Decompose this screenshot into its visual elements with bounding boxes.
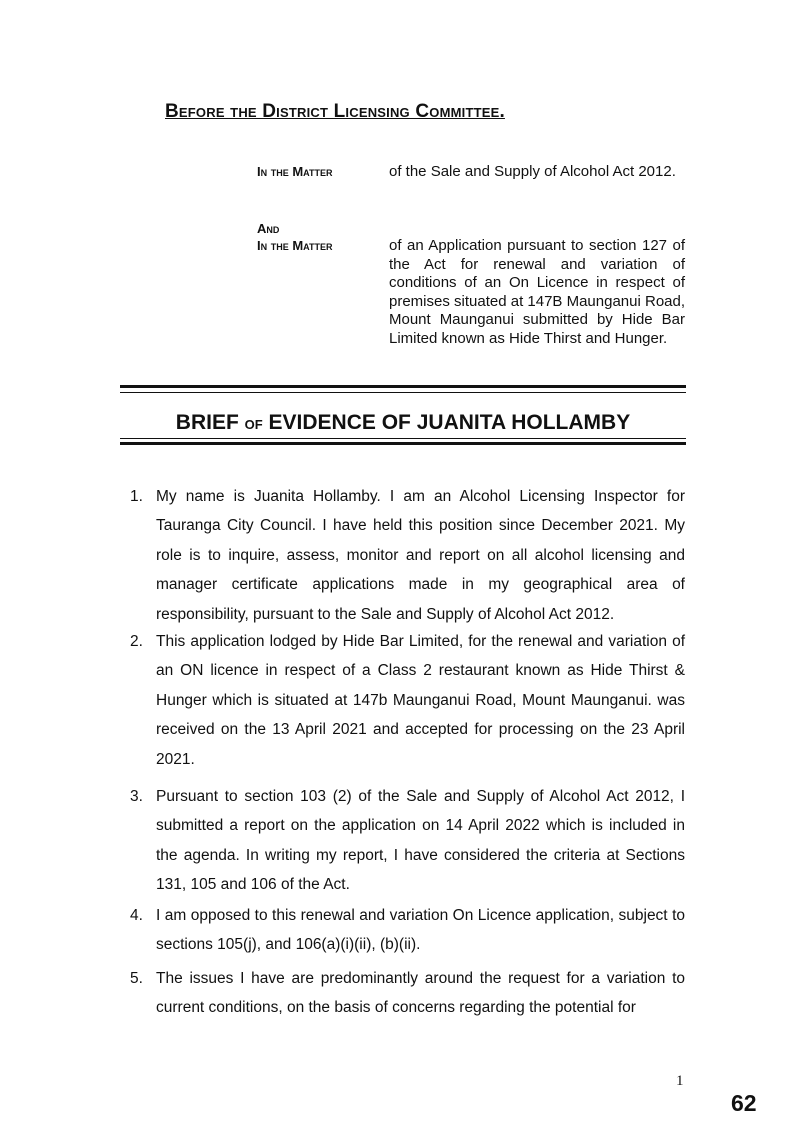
- brief-title: [120, 411, 686, 435]
- brief-title-of: OF: [244, 417, 263, 432]
- paragraph-3: Pursuant to section 103 (2) of the Sale and Supply of Alcohol Act 2012, I submitted a report on the application on 14 April 2022 which is included in the agenda. In writing my report, I have considered the criteria at Sections 131, 105 and 106 of the Act.: [156, 788, 685, 894]
- matter-label-1: In the Matter: [257, 164, 333, 179]
- brief-title-part1: BRIEF: [175, 411, 239, 434]
- top-rule-thick: [120, 385, 686, 388]
- top-rule-thin: [120, 392, 686, 393]
- paragraph-4: I am opposed to this renewal and variation On Licence application, subject to sections 105(j), and 106(a)(i)(ii), (b)(ii).: [156, 907, 685, 954]
- matter-connector: And: [257, 221, 280, 236]
- paragraph-5: The issues I have are predominantly around the request for a variation to current conditions, on the basis of concerns regarding the potential for: [156, 970, 685, 1017]
- brief-title-part3: EVIDENCE OF JUANITA HOLLAMBY: [268, 411, 631, 434]
- paragraph-number-2: 2.: [130, 633, 143, 650]
- document-heading: Before the District Licensing Committee.: [165, 101, 505, 122]
- paragraph-number-4: 4.: [130, 907, 143, 924]
- matter-text-1: of the Sale and Supply of Alcohol Act 2012.: [389, 163, 676, 180]
- paragraph-number-3: 3.: [130, 788, 143, 805]
- paragraph-2: This application lodged by Hide Bar Limited, for the renewal and variation of an ON licence in respect of a Class 2 restaurant known as Hide Thirst & Hunger which is situated at 147b Maunganui Road, Mount Maunganui. was received on the 13 April 2021 and accepted for processing on the 23 April 2021.: [156, 633, 685, 768]
- matter-label-2: In the Matter: [257, 238, 333, 253]
- matter-text-2: of an Application pursuant to section 127 of the Act for renewal and variation of conditions of an On Licence in respect of premises situated at 147B Maunganui Road, Mount Maunganui submitted by Hide Bar Limited known as Hide Thirst and Hunger.: [389, 237, 686, 347]
- bottom-rule-thick: [120, 442, 686, 445]
- paragraph-number-5: 5.: [130, 970, 143, 987]
- page-number: 1: [676, 1073, 684, 1089]
- paragraph-1: My name is Juanita Hollamby. I am an Alcohol Licensing Inspector for Tauranga City Council. I have held this position since December 2021. My role is to inquire, assess, monitor and report on all alcohol licensing and manager certificate applications made in my geographical area of responsibility, pursuant to the Sale and Supply of Alcohol Act 2012.: [156, 488, 685, 623]
- bottom-rule-thin: [120, 438, 686, 439]
- paragraph-number-1: 1.: [130, 488, 143, 505]
- bundle-page-number: 62: [731, 1090, 757, 1116]
